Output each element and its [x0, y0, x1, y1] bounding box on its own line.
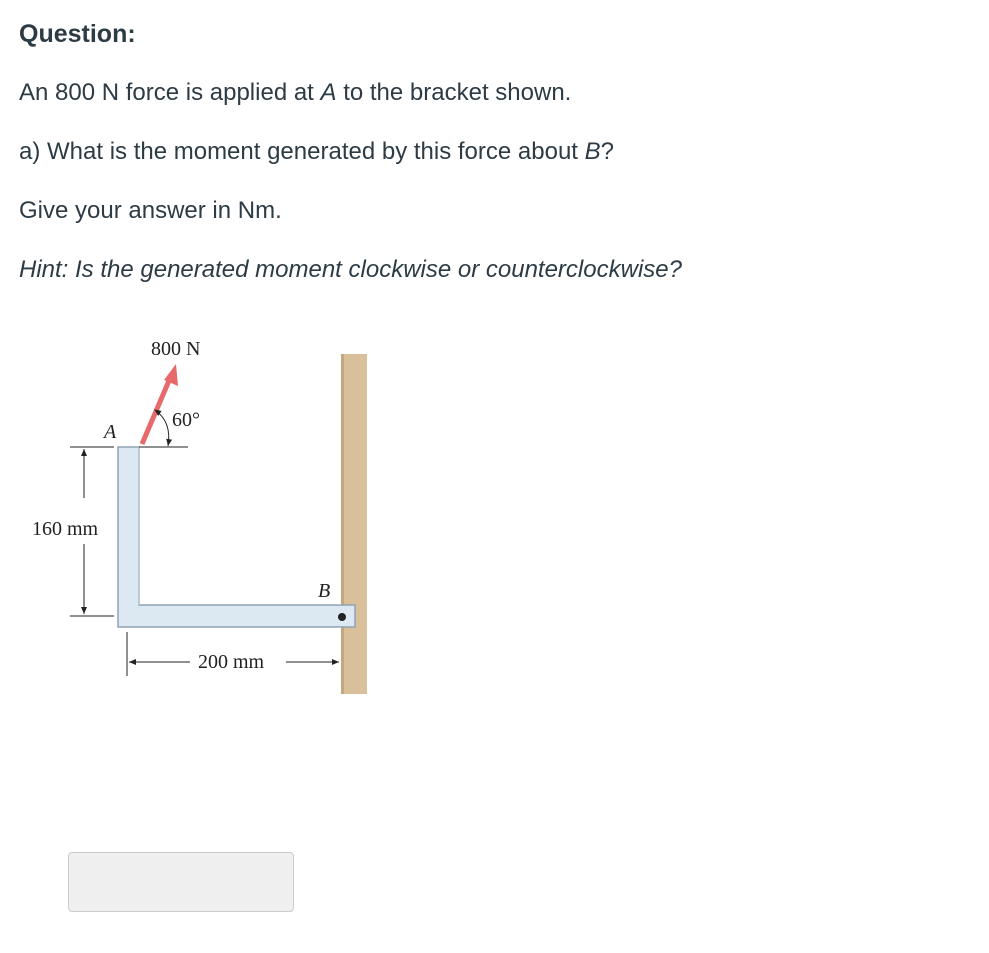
width-label: 200 mm [198, 651, 265, 673]
question-text-line-1 [19, 77, 571, 109]
line2-pre: a) What is the moment generated by this force about [19, 138, 585, 165]
wall-edge [341, 354, 344, 694]
point-a-variable: A [320, 79, 337, 106]
point-b-dot [338, 613, 346, 621]
height-label: 160 mm [32, 518, 99, 540]
force-arrow-shaft [142, 376, 171, 444]
line1-pre: An 800 N force is applied at [19, 79, 321, 106]
point-a-label: A [104, 421, 117, 443]
question-text-line-2 [19, 136, 614, 168]
point-b-variable: B [584, 138, 601, 165]
angle-label: 60° [172, 409, 200, 431]
line2-post: ? [600, 138, 615, 165]
bracket-figure [0, 330, 400, 710]
question-heading: Question: [19, 20, 136, 48]
answer-input[interactable] [68, 852, 294, 912]
hint-text: Hint: Is the generated moment clockwise or counterclockwise? [19, 256, 682, 283]
angle-arc [155, 410, 169, 446]
wall [341, 354, 367, 694]
question-text-line-3: Give your answer in Nm. [19, 197, 282, 224]
force-label: 800 N [151, 338, 201, 360]
line1-post: to the bracket shown. [336, 79, 572, 106]
point-b-label: B [318, 580, 331, 602]
